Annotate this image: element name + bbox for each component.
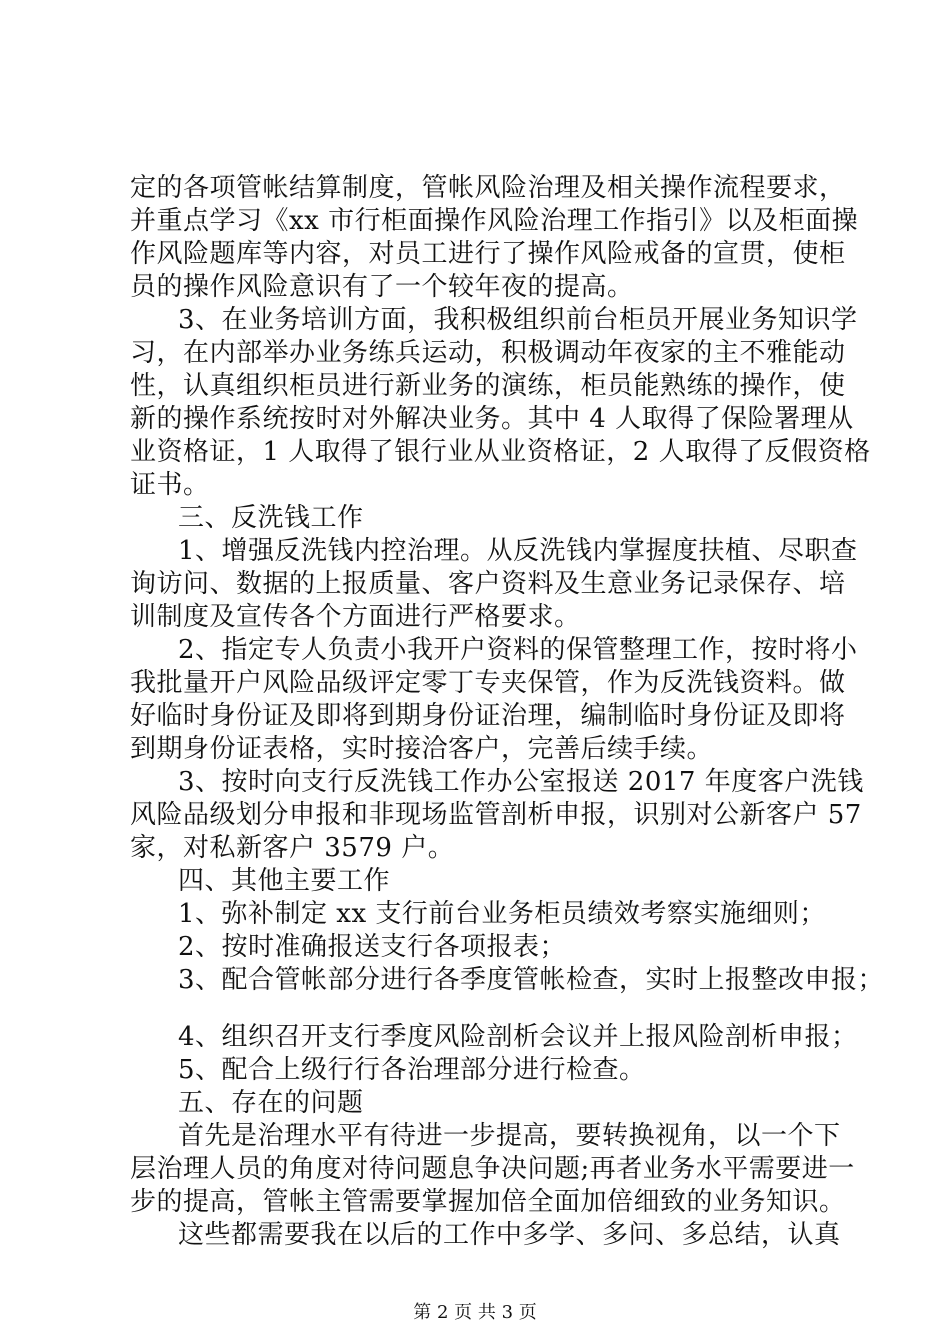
text-line: 3、在业务培训方面，我积极组织前台柜员开展业务知识学 — [178, 305, 858, 335]
text-line: 家，对私新客户 3579 户。 — [130, 833, 455, 863]
text-line: 首先是治理水平有待进一步提高，要转换视角，以一个下 — [178, 1121, 841, 1151]
text-line: 训制度及宣传各个方面进行严格要求。 — [130, 602, 581, 632]
text-line: 证书。 — [130, 470, 210, 500]
text-line: 定的各项管帐结算制度，管帐风险治理及相关操作流程要求， — [130, 173, 846, 203]
text-line: 好临时身份证及即将到期身份证治理，编制临时身份证及即将 — [130, 701, 846, 731]
text-line: 步的提高，管帐主管需要掌握加倍全面加倍细致的业务知识。 — [130, 1187, 846, 1217]
text-line: 3、配合管帐部分进行各季度管帐检查，实时上报整改申报； — [178, 965, 885, 995]
text-line: 风险品级划分申报和非现场监管剖析申报，识别对公新客户 57 — [130, 800, 862, 830]
text-line: 我批量开户风险品级评定零丁专夹保管，作为反洗钱资料。做 — [130, 668, 846, 698]
text-line: 作风险题库等内容，对员工进行了操作风险戒备的宣贯，使柜 — [130, 239, 846, 269]
section-heading: 三、反洗钱工作 — [178, 503, 364, 533]
section-heading: 四、其他主要工作 — [178, 866, 391, 896]
text-line: 到期身份证表格，实时接洽客户，完善后续手续。 — [130, 734, 714, 764]
text-line: 新的操作系统按时对外解决业务。其中 4 人取得了保险署理从 — [130, 404, 854, 434]
page-footer: 第 2 页 共 3 页 — [413, 1302, 537, 1323]
text-line: 4、组织召开支行季度风险剖析会议并上报风险剖析申报； — [178, 1022, 858, 1052]
text-line: 2、指定专人负责小我开户资料的保管整理工作，按时将小 — [178, 635, 858, 665]
text-line: 员的操作风险意识有了一个较年夜的提高。 — [130, 272, 634, 302]
text-line: 这些都需要我在以后的工作中多学、多问、多总结，认真 — [178, 1220, 841, 1250]
text-line: 1、弥补制定 xx 支行前台业务柜员绩效考察实施细则； — [178, 899, 826, 929]
section-heading: 五、存在的问题 — [178, 1088, 364, 1118]
text-line: 并重点学习《xx 市行柜面操作风险治理工作指引》以及柜面操 — [130, 206, 859, 236]
text-line: 3、按时向支行反洗钱工作办公室报送 2017 年度客户洗钱 — [178, 767, 864, 797]
text-line: 层治理人员的角度对待问题息争决问题;再者业务水平需要进一 — [130, 1154, 855, 1184]
text-line: 习，在内部举办业务练兵运动，积极调动年夜家的主不雅能动 — [130, 338, 846, 368]
text-line: 1、增强反洗钱内控治理。从反洗钱内掌握度扶植、尽职查 — [178, 536, 858, 566]
text-line: 询访问、数据的上报质量、客户资料及生意业务记录保存、培 — [130, 569, 846, 599]
text-line: 2、按时准确报送支行各项报表； — [178, 932, 567, 962]
text-line: 5、配合上级行行各治理部分进行检查。 — [178, 1055, 646, 1085]
text-line: 业资格证，1 人取得了银行业从业资格证，2 人取得了反假资格 — [130, 437, 871, 467]
text-line: 性，认真组织柜员进行新业务的演练，柜员能熟练的操作，使 — [130, 371, 846, 401]
